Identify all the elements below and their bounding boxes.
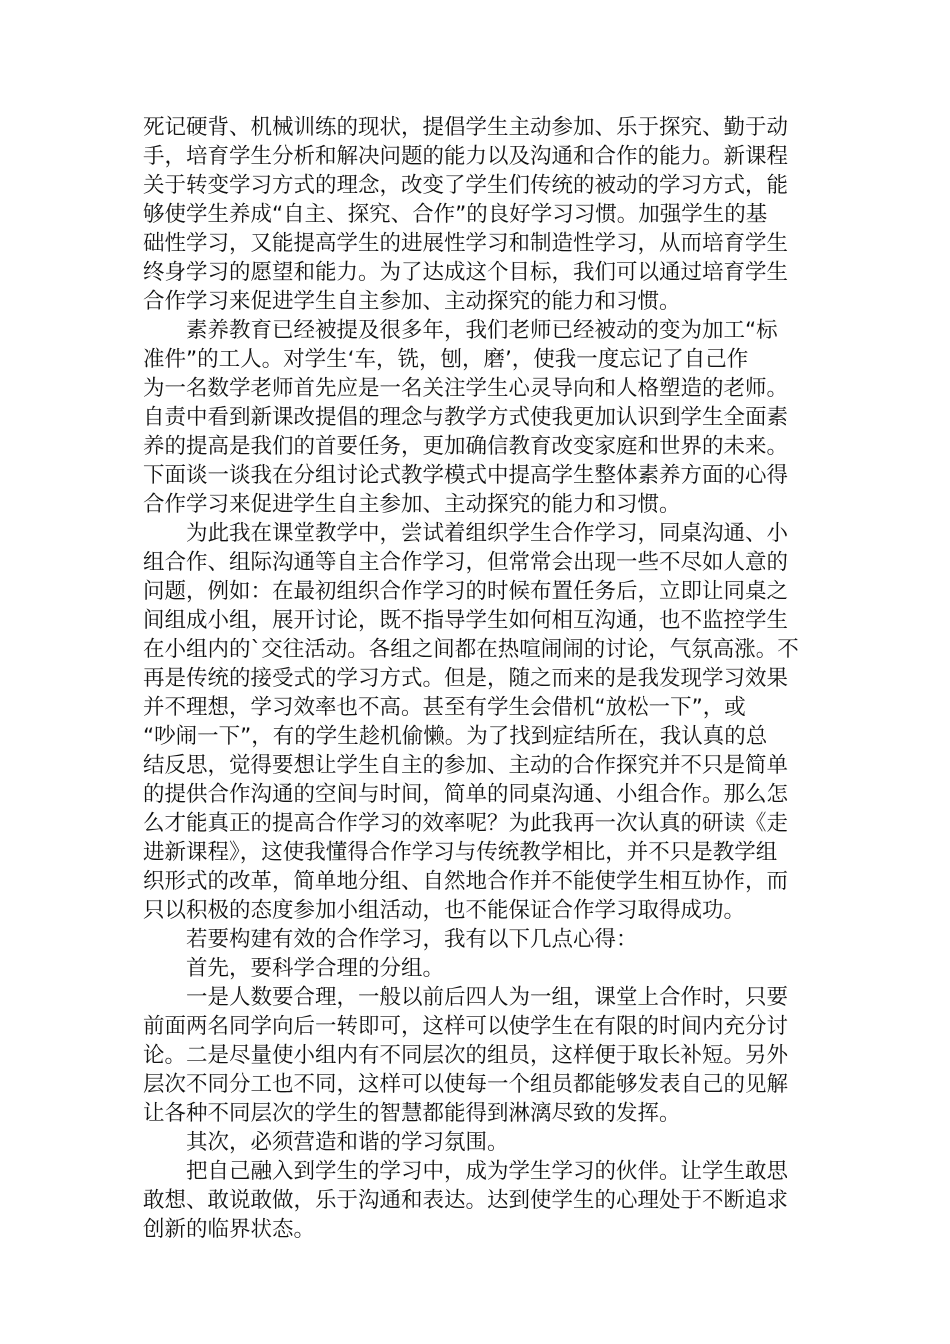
text-line: 础性学习，又能提高学生的进展性学习和制造性学习，从而培育学生 <box>143 231 789 256</box>
paragraph-intro <box>143 113 809 316</box>
paragraph-classroom-practice <box>143 519 809 925</box>
text-line: 够使学生养成“自主、探究、合作”的良好学习习惯。加强学生的基 <box>143 202 768 227</box>
text-line: 为一名数学老师首先应是一名关注学生心灵导向和人格塑造的老师。 <box>143 376 789 401</box>
text-line: 再是传统的接受式的学习方式。但是，随之而来的是我发现学习效果 <box>143 666 789 691</box>
text-line: 关于转变学习方式的理念，改变了学生们传统的被动的学习方式，能 <box>143 173 789 198</box>
paragraph-insights-intro <box>143 925 809 954</box>
paragraph-grouping <box>143 983 809 1128</box>
text-line: 么才能真正的提高合作学习的效率呢？为此我再一次认真的研读《走 <box>143 811 789 836</box>
text-line: 敢想、敢说敢做，乐于沟通和表达。达到使学生的心理处于不断追求 <box>143 1188 789 1213</box>
text-line: 若要构建有效的合作学习，我有以下几点心得： <box>143 927 638 952</box>
text-line: 只以积极的态度参加小组活动，也不能保证合作学习取得成功。 <box>143 898 746 923</box>
text-line: 准件”的工人。对学生‘车，铣，刨，磨’，使我一度忘记了自己作 <box>143 347 749 372</box>
paragraph-second-point <box>143 1128 809 1157</box>
text-line: 进新课程》，这使我懂得合作学习与传统教学相比，并不只是教学组 <box>143 840 778 865</box>
text-line: 一是人数要合理，一般以前后四人为一组，课堂上合作时，只要 <box>143 985 789 1010</box>
text-line: 论。二是尽量使小组内有不同层次的组员，这样便于取长补短。另外 <box>143 1043 789 1068</box>
text-line: 并不理想，学习效率也不高。甚至有学生会借机“放松一下”，或 <box>143 695 746 720</box>
text-line: 组合作、组际沟通等自主合作学习，但常常会出现一些不尽如人意的 <box>143 550 789 575</box>
text-line: 的提供合作沟通的空间与时间，简单的同桌沟通、小组合作。那么怎 <box>143 782 789 807</box>
text-line: 结反思，觉得要想让学生自主的参加、主动的合作探究并不只是简单 <box>143 753 789 778</box>
text-line: 把自己融入到学生的学习中，成为学生学习的伙伴。让学生敢思 <box>143 1159 789 1184</box>
text-line: 前面两名同学向后一转即可，这样可以使学生在有限的时间内充分讨 <box>143 1014 789 1039</box>
text-line: 素养教育已经被提及很多年，我们老师已经被动的变为加工“标 <box>143 318 778 343</box>
text-line: 问题，例如：在最初组织合作学习的时候布置任务后，立即让同桌之 <box>143 579 789 604</box>
text-line: 让各种不同层次的学生的智慧都能得到淋漓尽致的发挥。 <box>143 1101 681 1126</box>
text-line: 合作学习来促进学生自主参加、主动探究的能力和习惯。 <box>143 289 681 314</box>
text-line: 层次不同分工也不同，这样可以使每一个组员都能够发表自己的见解 <box>143 1072 789 1097</box>
paragraph-quality-education <box>143 316 809 519</box>
text-line: 为此我在课堂教学中，尝试着组织学生合作学习，同桌沟通、小 <box>143 521 789 546</box>
text-line: 间组成小组，展开讨论，既不指导学生如何相互沟通，也不监控学生 <box>143 608 789 633</box>
text-line: 织形式的改革，简单地分组、自然地合作并不能使学生相互协作，而 <box>143 869 789 894</box>
text-line: 合作学习来促进学生自主参加、主动探究的能力和习惯。 <box>143 492 681 517</box>
text-line: 其次，必须营造和谐的学习氛围。 <box>143 1130 509 1155</box>
text-line: 手，培育学生分析和解决问题的能力以及沟通和合作的能力。新课程 <box>143 144 789 169</box>
text-line: 养的提高是我们的首要任务，更加确信教育改变家庭和世界的未来。 <box>143 434 789 459</box>
paragraph-first-point <box>143 954 809 983</box>
text-line: 首先，要科学合理的分组。 <box>143 956 445 981</box>
text-line: 下面谈一谈我在分组讨论式教学模式中提高学生整体素养方面的心得 <box>143 463 789 488</box>
text-line: “吵闹一下”，有的学生趁机偷懒。为了找到症结所在，我认真的总 <box>143 724 768 749</box>
document-body <box>143 113 809 1244</box>
text-line: 在小组内的`交往活动。各组之间都在热喧闹闹的讨论，气氛高涨。不 <box>143 637 799 662</box>
text-line: 自责中看到新课改提倡的理念与教学方式使我更加认识到学生全面素 <box>143 405 789 430</box>
text-line: 创新的临界状态。 <box>143 1217 316 1242</box>
text-line: 死记硬背、机械训练的现状，提倡学生主动参加、乐于探究、勤于动 <box>143 115 789 140</box>
text-line: 终身学习的愿望和能力。为了达成这个目标，我们可以通过培育学生 <box>143 260 789 285</box>
paragraph-atmosphere <box>143 1157 809 1244</box>
